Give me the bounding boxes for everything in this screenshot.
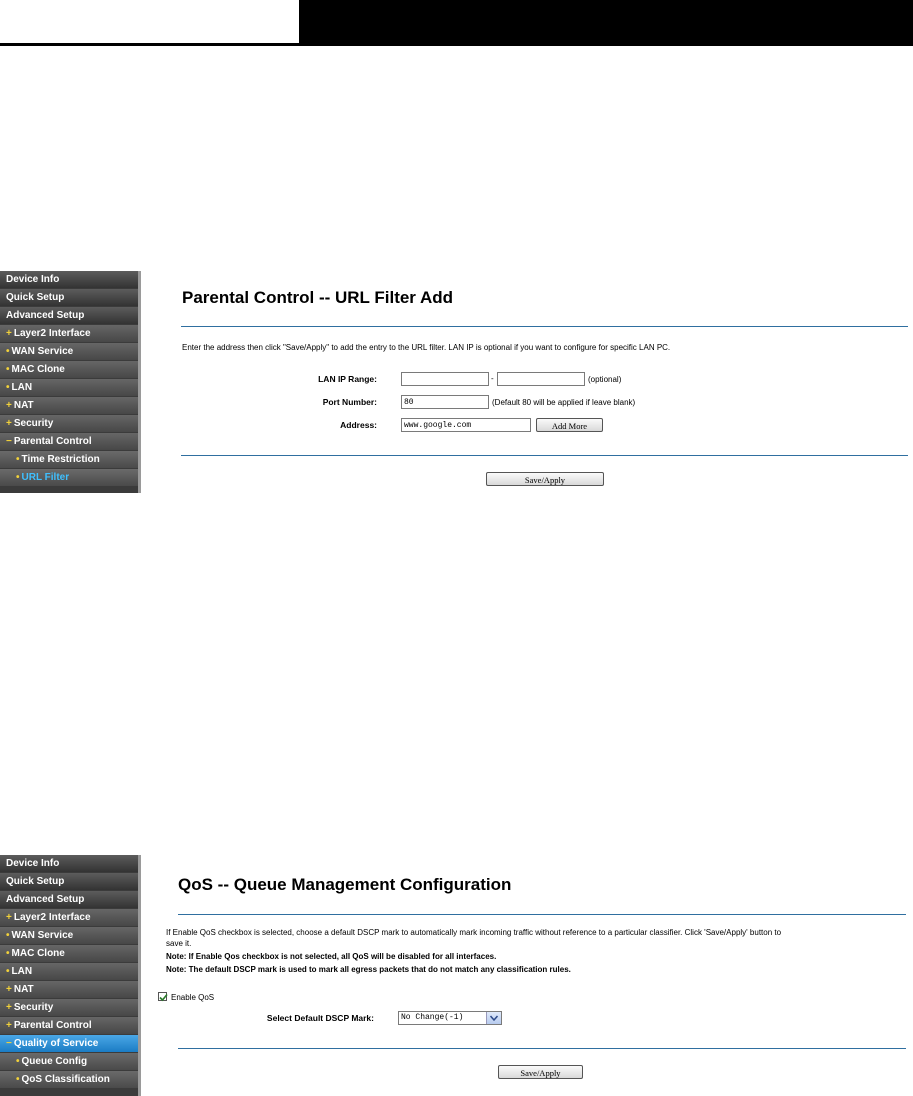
save-apply-button[interactable]: Save/Apply — [486, 472, 604, 486]
dscp-mark-select[interactable] — [398, 1011, 502, 1025]
expand-icon: + — [6, 418, 12, 429]
bullet-icon: • — [6, 930, 10, 941]
sidebar-item-quick-setup[interactable]: Quick Setup — [0, 289, 138, 306]
bullet-icon: • — [6, 948, 10, 959]
divider-top — [178, 914, 906, 915]
lan-ip-start-input[interactable] — [401, 372, 489, 386]
expand-icon: + — [6, 1020, 12, 1031]
sidebar-item-security[interactable]: + Security — [0, 415, 138, 432]
expand-icon: + — [6, 984, 12, 995]
qos-screenshot — [0, 855, 913, 1096]
instruction-text: Enter the address then click "Save/Apply" to add the entry to the URL filter. LAN IP is optional if you want to configure for specific LAN PC. — [182, 343, 671, 352]
sidebar-item-advanced-setup[interactable]: Advanced Setup — [0, 891, 138, 908]
dropdown-arrow-icon — [486, 1012, 501, 1024]
document-header-rule — [0, 43, 913, 46]
collapse-icon: − — [6, 1038, 12, 1049]
port-number-label: Port Number: — [322, 397, 377, 407]
sidebar-item-parental-control[interactable]: − Parental Control — [0, 433, 138, 450]
sidebar-item-advanced-setup[interactable]: Advanced Setup — [0, 307, 138, 324]
sidebar-item-wan-service[interactable]: • WAN Service — [0, 927, 138, 944]
lan-ip-end-input[interactable] — [497, 372, 585, 386]
bullet-icon: • — [16, 454, 20, 465]
dscp-mark-value: No Change(-1) — [401, 1013, 464, 1022]
page-title: QoS -- Queue Management Configuration — [178, 875, 512, 894]
sidebar-item-wan-service[interactable]: • WAN Service — [0, 343, 138, 360]
enable-qos-checkbox[interactable] — [158, 992, 167, 1001]
sidebar-item-time-restriction[interactable]: • Time Restriction — [0, 451, 138, 468]
divider-bottom — [181, 455, 908, 456]
port-number-input[interactable] — [401, 395, 489, 409]
save-apply-button[interactable]: Save/Apply — [498, 1065, 583, 1079]
page-title: Parental Control -- URL Filter Add — [182, 288, 454, 307]
dscp-mark-label: Select Default DSCP Mark: — [266, 1013, 374, 1023]
divider-bottom — [178, 1048, 906, 1049]
sidebar-item-nat[interactable]: + NAT — [0, 981, 138, 998]
sidebar-item-url-filter[interactable]: • URL Filter — [0, 469, 138, 486]
checkmark-icon — [158, 992, 169, 1003]
expand-icon: + — [6, 400, 12, 411]
sidebar-item-queue-config[interactable]: • Queue Config — [0, 1053, 138, 1070]
sidebar-item-lan[interactable]: • LAN — [0, 963, 138, 980]
bullet-icon: • — [6, 966, 10, 977]
address-label: Address: — [340, 420, 377, 430]
sidebar-item-layer2-interface[interactable]: + Layer2 Interface — [0, 909, 138, 926]
expand-icon: + — [6, 328, 12, 339]
url-filter-screenshot — [0, 271, 913, 493]
sidebar-item-qos-classification[interactable]: • QoS Classification — [0, 1071, 138, 1088]
sidebar-item-quality-of-service[interactable]: − Quality of Service — [0, 1035, 138, 1052]
sidebar-item-device-info[interactable]: Device Info — [0, 855, 138, 872]
sidebar-item-quick-setup[interactable]: Quick Setup — [0, 873, 138, 890]
document-header-bar — [299, 0, 913, 43]
address-input[interactable] — [401, 418, 531, 432]
note-default-dscp: Note: The default DSCP mark is used to mark all egress packets that do not match any classification rules. — [166, 965, 571, 974]
expand-icon: + — [6, 1002, 12, 1013]
bullet-icon: • — [16, 472, 20, 483]
enable-qos-label: Enable QoS — [171, 993, 215, 1002]
lan-ip-range-label: LAN IP Range: — [318, 374, 377, 384]
bullet-icon: • — [16, 1074, 20, 1085]
add-more-button[interactable]: Add More — [536, 418, 603, 432]
description-text-line1: If Enable QoS checkbox is selected, choose a default DSCP mark to automatically mark incoming traffic without reference to a particular classifier. Click 'Save/Apply' button to — [166, 928, 782, 937]
divider-top — [181, 326, 908, 327]
sidebar-item-layer2-interface[interactable]: + Layer2 Interface — [0, 325, 138, 342]
lan-ip-optional-note: (optional) — [588, 375, 622, 384]
bullet-icon: • — [6, 364, 10, 375]
description-text-line2: save it. — [166, 939, 192, 948]
sidebar-item-parental-control[interactable]: + Parental Control — [0, 1017, 138, 1034]
lan-ip-dash: - — [491, 374, 494, 383]
sidebar-item-security[interactable]: + Security — [0, 999, 138, 1016]
sidebar — [0, 855, 141, 1096]
sidebar-item-nat[interactable]: + NAT — [0, 397, 138, 414]
sidebar — [0, 271, 141, 493]
bullet-icon: • — [16, 1056, 20, 1067]
bullet-icon: • — [6, 382, 10, 393]
sidebar-item-lan[interactable]: • LAN — [0, 379, 138, 396]
sidebar-item-device-info[interactable]: Device Info — [0, 271, 138, 288]
note-qos-disabled: Note: If Enable Qos checkbox is not selected, all QoS will be disabled for all interfaces. — [166, 952, 497, 961]
bullet-icon: • — [6, 346, 10, 357]
sidebar-item-mac-clone[interactable]: • MAC Clone — [0, 945, 138, 962]
port-default-note: (Default 80 will be applied if leave blank) — [492, 398, 636, 407]
sidebar-item-mac-clone[interactable]: • MAC Clone — [0, 361, 138, 378]
expand-icon: + — [6, 912, 12, 923]
collapse-icon: − — [6, 436, 12, 447]
